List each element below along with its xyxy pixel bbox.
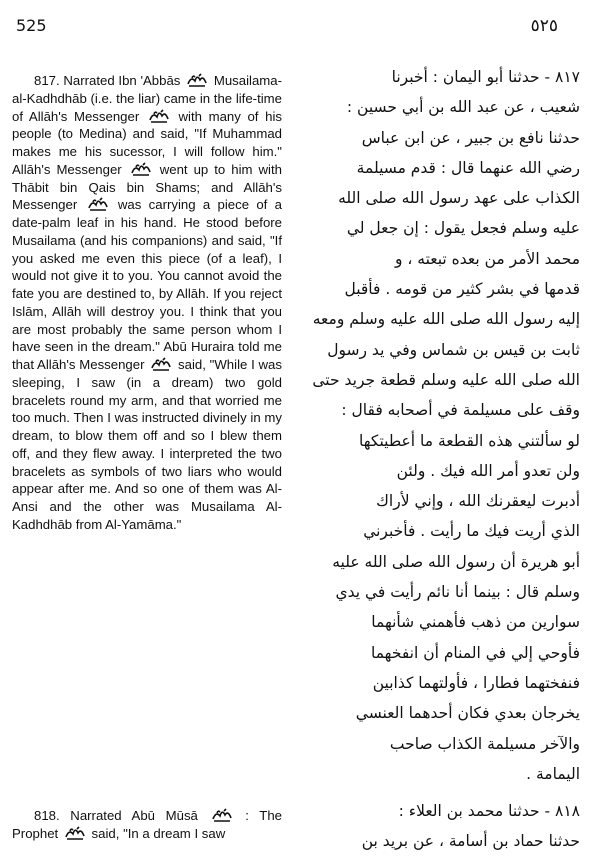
arabic-line: ثابت بن قيس بن شماس وفي يد رسول [327, 340, 580, 359]
arabic-line: قدمها في بشر كثير من قومه . فأقبل [344, 280, 580, 299]
arabic-line: عليه وسلم فجعل يقول : إن جعل لي [346, 219, 580, 238]
hadith-817-english [12, 72, 282, 632]
arabic-line: محمد الأمر من بعده تبعته ، و [394, 249, 580, 268]
arabic-line: لو سألتني هذه القطعة ما أعطيتكها [359, 431, 580, 450]
hadith-818-arabic [290, 796, 580, 860]
salutation-seal-icon [186, 72, 208, 89]
arabic-line: فأوحي إلي في المنام أن انفخهما [370, 643, 580, 662]
page-number-left: 525 [16, 16, 47, 35]
arabic-line: أدبرت ليعقرنك الله ، وإني لأراك [376, 492, 580, 511]
hadith-818-opening: 818. Narrated Abū Mūsā [34, 808, 198, 823]
arabic-line: رضي الله عنهما قال : قدم مسيلمة [356, 158, 580, 177]
salutation-seal-icon [64, 825, 86, 842]
hadith-817-opening: 817. Narrated Ibn 'Abbās [34, 73, 181, 88]
hadith-818-english [12, 807, 282, 857]
salutation-seal-icon [150, 356, 172, 373]
arabic-line: سوارين من ذهب فأهمني شأنهما [371, 613, 580, 632]
arabic-line: الله صلى الله عليه وسلم قطعة جريد حتى [312, 370, 580, 389]
hadith-818-paragraph [12, 807, 282, 843]
arabic-line: الذي أريت فيك ما رأيت . فأخبرني [363, 522, 580, 541]
arabic-line: ٨١٧ - حدثنا أبو اليمان : أخبرنا [391, 68, 580, 86]
hadith-818-text-1: : The Prophet [12, 808, 282, 841]
salutation-seal-icon [130, 161, 152, 178]
salutation-seal-icon [211, 807, 233, 824]
hadith-817-arabic [290, 62, 580, 782]
page-number-right: ٥٢٥ [530, 16, 558, 36]
hadith-817-text-1: Musailama-al-Kadhdhāb (i.e. the liar) came in the life-time of Allāh's Messenger [12, 73, 283, 124]
arabic-line: وقف على مسيلمة في أصحابه فقال : [341, 401, 580, 420]
hadith-817-paragraph [12, 72, 282, 534]
arabic-line: شعيب ، عن عبد الله بن أبي حسين : [346, 98, 580, 117]
arabic-line: ٨١٨ - حدثنا محمد بن العلاء : [398, 802, 580, 820]
hadith-817-text-5: said, "While I was sleeping, I saw (in a dream) two gold bracelets round my arm, and that worried me too much. Then I was instructed divinely in my dream, to blow them off and so I blew them off, and they flew away. I interpreted the two bracelets as symbols of two liars who would appear after me. And so one of them was Al-Ansi and the other was Musailama Al-Kadhdhāb from Al-Yamāma." [12, 357, 282, 532]
hadith-817-text-3: went up to him with Thābit bin Qais bin Shams; and Allāh's Messenger [12, 161, 282, 213]
arabic-line: أبو هريرة أن رسول الله صلى الله عليه [332, 552, 580, 571]
arabic-line: فنفختهما فطارا ، فأولتهما كذابين [372, 673, 580, 692]
arabic-line: حدثنا حماد بن أسامة ، عن بريد بن [361, 832, 580, 851]
arabic-line: إليه رسول الله صلى الله عليه وسلم ومعه [312, 310, 580, 329]
arabic-line: الكذاب على عهد رسول الله صلى الله [338, 189, 580, 208]
salutation-seal-icon [87, 196, 109, 213]
hadith-818-text-2: said, "In a dream I saw [91, 825, 226, 841]
arabic-line: ولن تعدو أمر الله فيك . ولئن [396, 461, 580, 480]
salutation-seal-icon [148, 108, 170, 125]
arabic-line: والآخر مسيلمة الكذاب صاحب [389, 734, 580, 753]
hadith-817-text-2: with many of his people (to Medina) and said, "If Muhammad makes me his sucessor, I will follow him." Allāh's Messenger [12, 108, 282, 177]
hadith-817-text-4: was carrying a piece of a date-palm leaf in his hand. He stood before Musailama (and his companions) and said, "If you asked me even this piece (of a leaf), I would not give it to you. You cannot avoid the fate you are destined to, by Allāh. If you reject Islām, Allāh will destroy you. I think that you are most probably the same person whom I have seen in the dream." Abū Huraira told me that Allāh's Messenger [12, 197, 282, 372]
arabic-line: اليمامة . [526, 764, 580, 783]
arabic-line: حدثنا نافع بن جبير ، عن ابن عباس [361, 128, 580, 147]
arabic-line: يخرجان بعدي فكان أحدهما العنسي [355, 704, 580, 723]
arabic-line: وسلم قال : بينما أنا نائم رأيت في يدي [335, 583, 580, 602]
